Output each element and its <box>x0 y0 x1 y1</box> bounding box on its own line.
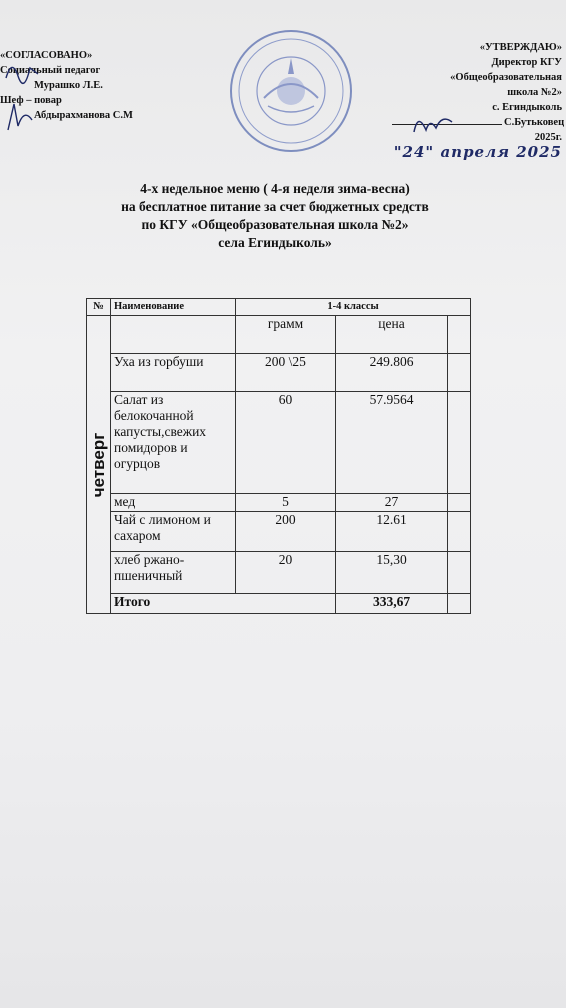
approval-left-role2: Шеф – повар <box>0 95 62 106</box>
title-line-3: по КГУ «Общеобразовательная школа №2» <box>141 217 409 232</box>
approval-right-heading: «УТВЕРЖДАЮ» <box>479 42 562 53</box>
day-label: четверг <box>88 432 108 497</box>
item-name: мед <box>111 494 236 512</box>
title-line-4: села Егиндыколь» <box>218 235 332 250</box>
menu-title <box>60 180 490 252</box>
col-num-header: № <box>87 299 111 316</box>
item-gram: 5 <box>236 494 336 512</box>
item-name: хлеб ржано-пшеничный <box>111 552 236 594</box>
left-signature-2 <box>2 100 38 134</box>
item-price: 57.9564 <box>336 392 448 494</box>
title-line-1: 4-х недельное меню ( 4-я неделя зима-весна) <box>140 181 410 196</box>
item-name: Чай с лимоном и сахаром <box>111 512 236 552</box>
table-header-row <box>87 299 471 316</box>
col-name-header: Наименование <box>111 299 236 316</box>
approval-right-line3: школа №2» <box>507 87 562 98</box>
item-gram: 60 <box>236 392 336 494</box>
col-group-header: 1-4 классы <box>236 299 471 316</box>
item-gram: 20 <box>236 552 336 594</box>
table-row <box>87 494 471 512</box>
director-signature <box>408 108 456 138</box>
item-price: 12.61 <box>336 512 448 552</box>
item-name: Салат из белокочанной капусты,свежих помидоров и огурцов <box>111 392 236 494</box>
table-subheader-row <box>87 316 471 354</box>
official-seal-stamp <box>228 28 354 154</box>
total-label: Итого <box>111 594 336 614</box>
table-row <box>87 512 471 552</box>
item-price: 27 <box>336 494 448 512</box>
table-row <box>87 354 471 392</box>
total-row <box>87 594 471 614</box>
approval-right-name: С.Бутьковец <box>504 117 565 128</box>
item-gram: 200 \25 <box>236 354 336 392</box>
total-value: 333,67 <box>336 594 448 614</box>
table-row <box>87 392 471 494</box>
title-line-2: на бесплатное питание за счет бюджетных средств <box>121 199 429 214</box>
approval-right-line4: с. Егиндыколь <box>492 102 562 113</box>
col-gram-header: грамм <box>236 316 336 354</box>
approval-date-handwritten: "24" апреля 2025 <box>393 143 562 161</box>
item-name: Уха из горбуши <box>111 354 236 392</box>
item-price: 249.806 <box>336 354 448 392</box>
day-cell <box>87 316 111 614</box>
approval-right-line2: «Общеобразовательная <box>450 72 562 83</box>
table-row <box>87 552 471 594</box>
approval-left-name2: Абдырахманова С.М <box>34 110 133 121</box>
approval-left-heading: «СОГЛАСОВАНО» <box>0 50 93 61</box>
left-signature-1 <box>2 56 42 86</box>
item-price: 15,30 <box>336 552 448 594</box>
menu-table <box>86 298 471 614</box>
approval-left-name1: Мурашко Л.Е. <box>34 80 103 91</box>
approval-right-line1: Директор КГУ <box>491 57 562 68</box>
approval-right-block <box>392 40 565 161</box>
item-gram: 200 <box>236 512 336 552</box>
approval-right-year: 2025г. <box>534 132 562 143</box>
col-price-header: цена <box>336 316 448 354</box>
approval-left-role1: Социальный педагог <box>0 65 101 76</box>
